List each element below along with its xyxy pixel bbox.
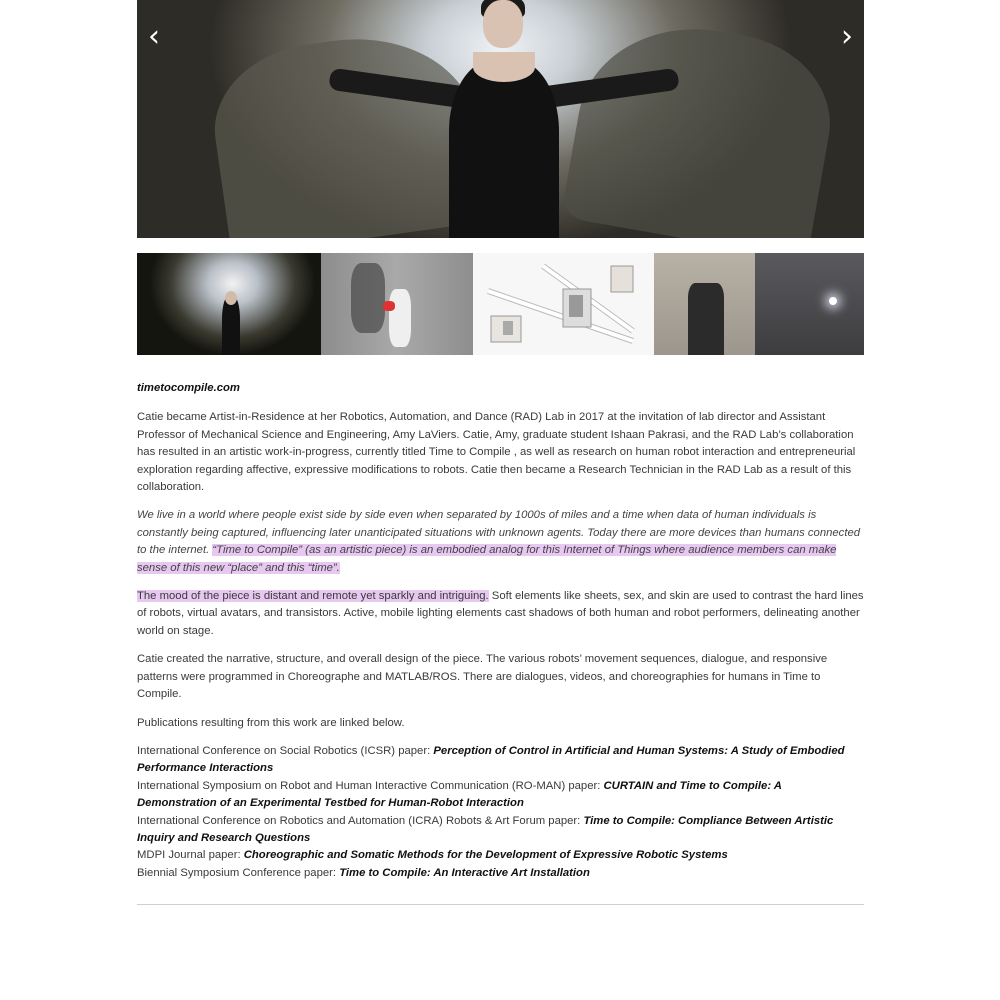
chevron-right-icon[interactable]: › xyxy=(841,19,853,54)
thumbnail-system-diagram[interactable] xyxy=(473,253,654,355)
thumb-nao-robot xyxy=(389,289,411,347)
publication-item xyxy=(137,778,864,813)
thumb-performer-head xyxy=(225,291,237,305)
performer-figure xyxy=(459,0,549,238)
mood-paragraph xyxy=(137,588,864,640)
thumbnail-robot-camera[interactable] xyxy=(654,253,755,355)
publication-link[interactable]: CURTAIN and Time to Compile: A Demonstration of an Experimental Testbed for Human-Robot Interaction xyxy=(137,779,782,810)
intro-paragraph: Catie became Artist-in-Residence at her Robotics, Automation, and Dance (RAD) Lab in 2017 at the invitation of lab director and Assistant Professor of Mechanical Science and Engineering, Amy LaViers. Catie, Amy, graduate student Ishaan Pakrasi, and the RAD Lab’s collaboration has resulted in an artistic work-in-progress, currently titled Time to Compile , as well as research on human robot interaction and entrepreneurial exploration regarding affective, expressive modifications to robots. Catie then became a Research Technician in the RAD Lab as a result of this collaboration. xyxy=(137,411,856,494)
concept-paragraph xyxy=(137,507,864,577)
publication-venue: International Conference on Social Robotics (ICSR) paper: xyxy=(137,744,434,757)
right-shadow xyxy=(561,10,844,238)
publication-link[interactable]: Time to Compile: Compliance Between Artistic Inquiry and Research Questions xyxy=(137,814,834,844)
thumb-stage-light xyxy=(829,297,837,305)
publication-item xyxy=(137,847,864,864)
publication-link[interactable]: Time to Compile: An Interactive Art Installation xyxy=(339,866,590,879)
article-body xyxy=(137,380,864,882)
thumb-diagram-graphic xyxy=(483,261,643,347)
chevron-left-icon[interactable]: ‹ xyxy=(148,19,160,54)
performer-neckline xyxy=(473,52,535,82)
thumbnail-strip xyxy=(137,253,864,355)
publications-list xyxy=(137,743,864,882)
thumb-robot-silhouette xyxy=(688,283,724,355)
mood-highlight: The mood of the piece is distant and remote yet sparkly and intriguing. xyxy=(137,590,489,603)
mood-text: Soft elements like sheets, sex, and skin are used to contrast the hard lines of robots, virtual avatars, and transistors. Active, mobile lighting elements cast shadows of both human and robot performers, delineating another world on stage. xyxy=(137,590,864,637)
thumb-robot-shadow xyxy=(351,263,385,333)
thumbnail-dark-stage[interactable] xyxy=(755,253,864,355)
performer-head xyxy=(483,0,523,48)
design-paragraph: Catie created the narrative, structure, and overall design of the piece. The various robots’ movement sequences, dialogue, and responsive patterns were programmed in Choreographe and MATLAB/ROS. There are dialogues, videos, and choreographies for humans in Time to Compile. xyxy=(137,653,828,701)
thumbnail-performer-shadow[interactable] xyxy=(137,253,321,355)
publication-link[interactable]: Choreographic and Somatic Methods for the Development of Expressive Robotic Systems xyxy=(243,849,728,862)
left-shadow xyxy=(204,23,489,238)
publication-venue: International Conference on Robotics and Automation (ICRA) Robots & Art Forum paper: xyxy=(137,814,584,827)
concept-highlight: “Time to Compile” (as an artistic piece) is an embodied analog for this Internet of Things where audience members can make sense of this new “place” and this “time”. xyxy=(137,544,837,574)
publications-intro: Publications resulting from this work are linked below. xyxy=(137,716,405,729)
concept-text: We live in a world where people exist side by side even when separated by 1000s of miles and a time when data of human individuals is constantly being captured, influencing later unanticipated situations with unknown agents. Today there are more devices than humans connected to the internet. xyxy=(137,509,861,557)
hero-slideshow-image xyxy=(137,0,864,238)
thumbnail-robots[interactable] xyxy=(321,253,473,355)
publication-item xyxy=(137,743,864,778)
site-link[interactable]: timetocompile.com xyxy=(137,382,240,394)
publication-item xyxy=(137,865,864,882)
publication-link[interactable]: Perception of Control in Artificial and Human Systems: A Study of Embodied Performance Interactions xyxy=(137,744,845,775)
publication-venue: MDPI Journal paper: xyxy=(137,849,244,862)
publication-item xyxy=(137,813,864,848)
publication-venue: International Symposium on Robot and Human Interactive Communication (RO-MAN) paper: xyxy=(137,779,604,792)
publication-venue: Biennial Symposium Conference paper: xyxy=(137,866,340,879)
footer-divider xyxy=(137,904,864,905)
performer-body xyxy=(449,60,559,238)
